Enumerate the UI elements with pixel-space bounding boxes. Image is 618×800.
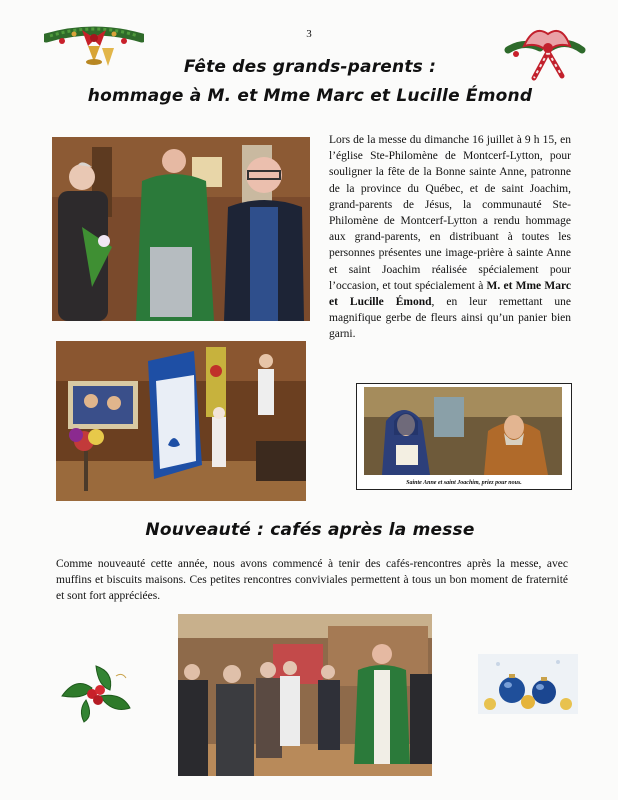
article1-text — [329, 132, 571, 343]
page-title-line1: Fête des grands-parents : — [183, 57, 437, 77]
photo-church-interior — [56, 341, 306, 501]
holly-icon — [56, 656, 134, 724]
prayer-card-caption: Sainte Anne et saint Joachim, priez pour nous. — [406, 480, 522, 486]
article2-text: Comme nouveauté cette année, nous avons commencé à tenir des cafés-rencontres après la messe, avec muffins et biscuits maisons. Ces petites rencontres conviviales permettent à tous un bon moment de fraternité et sont fort appréciées. — [56, 558, 568, 602]
page-title-line2: hommage à M. et Mme Marc et Lucille Émond — [87, 86, 533, 106]
article1-text-before: Lors de la messe du dimanche 16 juillet à 9 h 15, en l’église Ste-Philomène de Montcerf-Lytton, pour souligner la fête de la Bonne sainte Anne, patronne de la province du Québec, et de saint Joachim, grand-parents de Jésus, la communauté Ste-Philomène de Montcerf-Lytton a rendu hommage aux grand-parents, en distribuant à toutes les personnes présentes une image-prière à sainte Anne et saint Joachim réalisée spécialement pour l’occasion, et tout spécialement à — [329, 134, 571, 292]
candy-cane-bow-icon — [504, 20, 586, 82]
section-title-cafes: Nouveauté : cafés après la messe — [145, 520, 475, 540]
honoree-names: M. et Mme Marc et Lucille Émond — [329, 279, 571, 309]
article1-text-after: , en leur remettant une magnifique gerbe de fleurs ainsi qu’un panier bien garni. — [329, 296, 571, 341]
christmas-ornaments-icon — [478, 654, 578, 714]
page-number: 3 — [306, 28, 312, 40]
christmas-garland-bells-icon — [44, 16, 144, 74]
photo-cafe-gathering — [178, 614, 432, 776]
prayer-card — [356, 383, 572, 490]
photo-honorees — [52, 137, 310, 321]
